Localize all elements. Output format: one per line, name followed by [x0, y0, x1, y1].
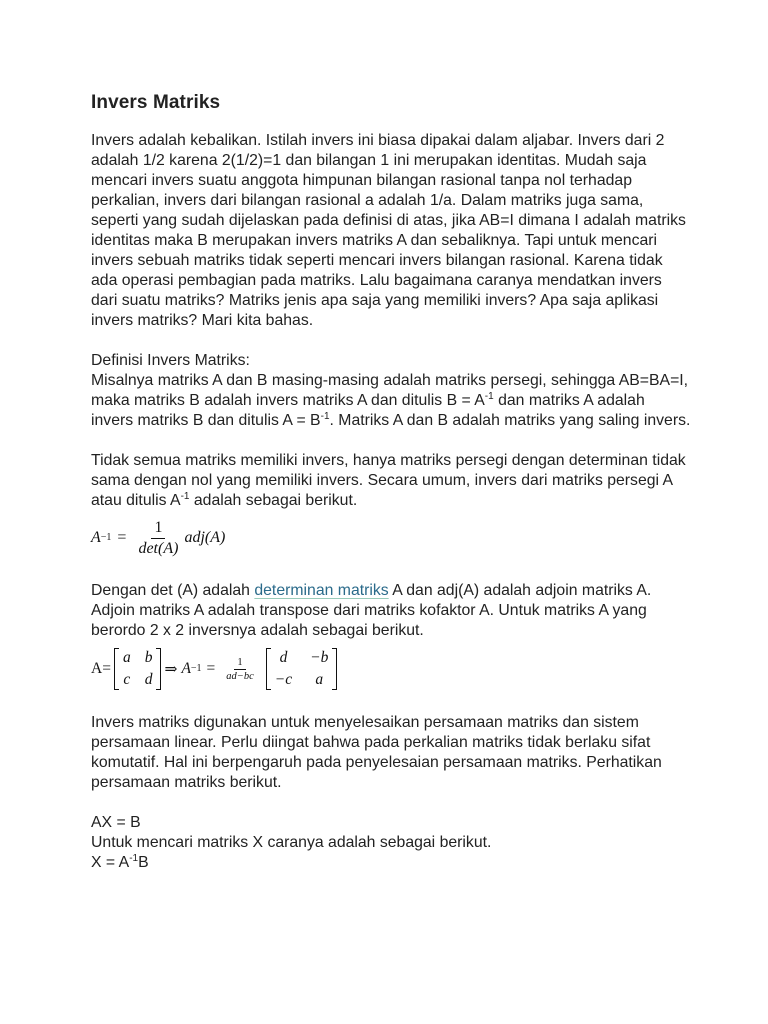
adjoint-matrix: d −b −c a: [266, 648, 338, 690]
intro-paragraph: Invers adalah kebalikan. Istilah invers ini biasa dipakai dalam aljabar. Invers dari 2 adalah 1/2 karena 2(1/2)=1 dan bilangan 1 ini merupakan identitas. Mudah saja mencari invers suatu anggota himpunan bilangan rasional tanpa nol terhadap perkalian, invers dari bilangan rasional a adalah 1/a. Dalam matriks juga sama, seperti yang sudah dijelaskan pada definisi di atas, jika AB=I dimana I adalah matriks identitas maka B merupakan invers matriks A dan sebaliknya. Tapi untuk mencari invers sebuah matriks tidak seperti mencari invers bilangan rasional. Karena tidak ada operasi pembagian pada matriks. Lalu bagaimana caranya mendatkan invers dari suatu matriks? Matriks jenis apa saja yang memiliki invers? Apa saja aplikasi invers matriks? Mari kita bahas.: [91, 132, 686, 329]
inverse-fraction: $\frac{1}{\det(A)}$: [138, 518, 179, 557]
matrix-a: a b c d: [114, 648, 162, 690]
definition-heading: Definisi Invers Matriks:: [91, 352, 250, 369]
definition-paragraph: Definisi Invers Matriks: Misalnya matriks A dan B masing-masing adalah matriks persegi, sehingga AB=BA=I, maka matriks B adalah invers matriks A dan ditulis $B = A^{-1}$ dan matriks A adalah invers matriks B dan ditulis $A = B^{-1}$. Matriks A dan B adalah matriks yang saling invers.: [91, 352, 691, 429]
equation-ax-b: AX = B: [91, 814, 141, 831]
determinant-link[interactable]: determinan matriks: [254, 582, 389, 599]
application-paragraph: Invers matriks digunakan untuk menyelesaikan persamaan matriks dan sistem persamaan linear. Perlu diingat bahwa pada perkalian matriks tidak berlaku sifat komutatif. Hal ini berpengaruh pada penyelesaian persamaan matriks. Perhatikan persamaan matriks berikut.: [91, 714, 662, 791]
inverse-formula: A −1 = $\frac{1}{\det(A)}$ adj(A): [91, 518, 226, 557]
determinant-fraction: $\frac{1}{ad-bc}$: [226, 656, 254, 682]
implies-arrow: ⇒: [164, 660, 178, 678]
equation-instruction: Untuk mencari matriks X caranya adalah sebagai berikut.: [91, 834, 492, 851]
equation-x-solution: $X = A^{-1}B$: [91, 853, 149, 871]
inverse-2x2-formula: A= a b c d ⇒ A −1 = $\frac{1}{ad-bc}$ d −b −c a: [91, 645, 691, 693]
page-title: Invers Matriks: [91, 92, 221, 113]
adjoint-paragraph: Dengan det (A) adalah determinan matriks A dan adj(A) adalah adjoin matriks A. Adjoin matriks A adalah transpose dari matriks kofaktor A. Untuk matriks A yang berordo 2 x 2 inversnya adalah sebagai berikut.: [91, 582, 652, 639]
article: [91, 92, 691, 873]
equation-block: [91, 813, 691, 873]
general-inverse-paragraph: Tidak semua matriks memiliki invers, hanya matriks persegi dengan determinan tidak sama dengan nol yang memiliki invers. Secara umum, invers dari matriks persegi A atau ditulis $A^{-1}$ adalah sebagai berikut.: [91, 452, 686, 509]
